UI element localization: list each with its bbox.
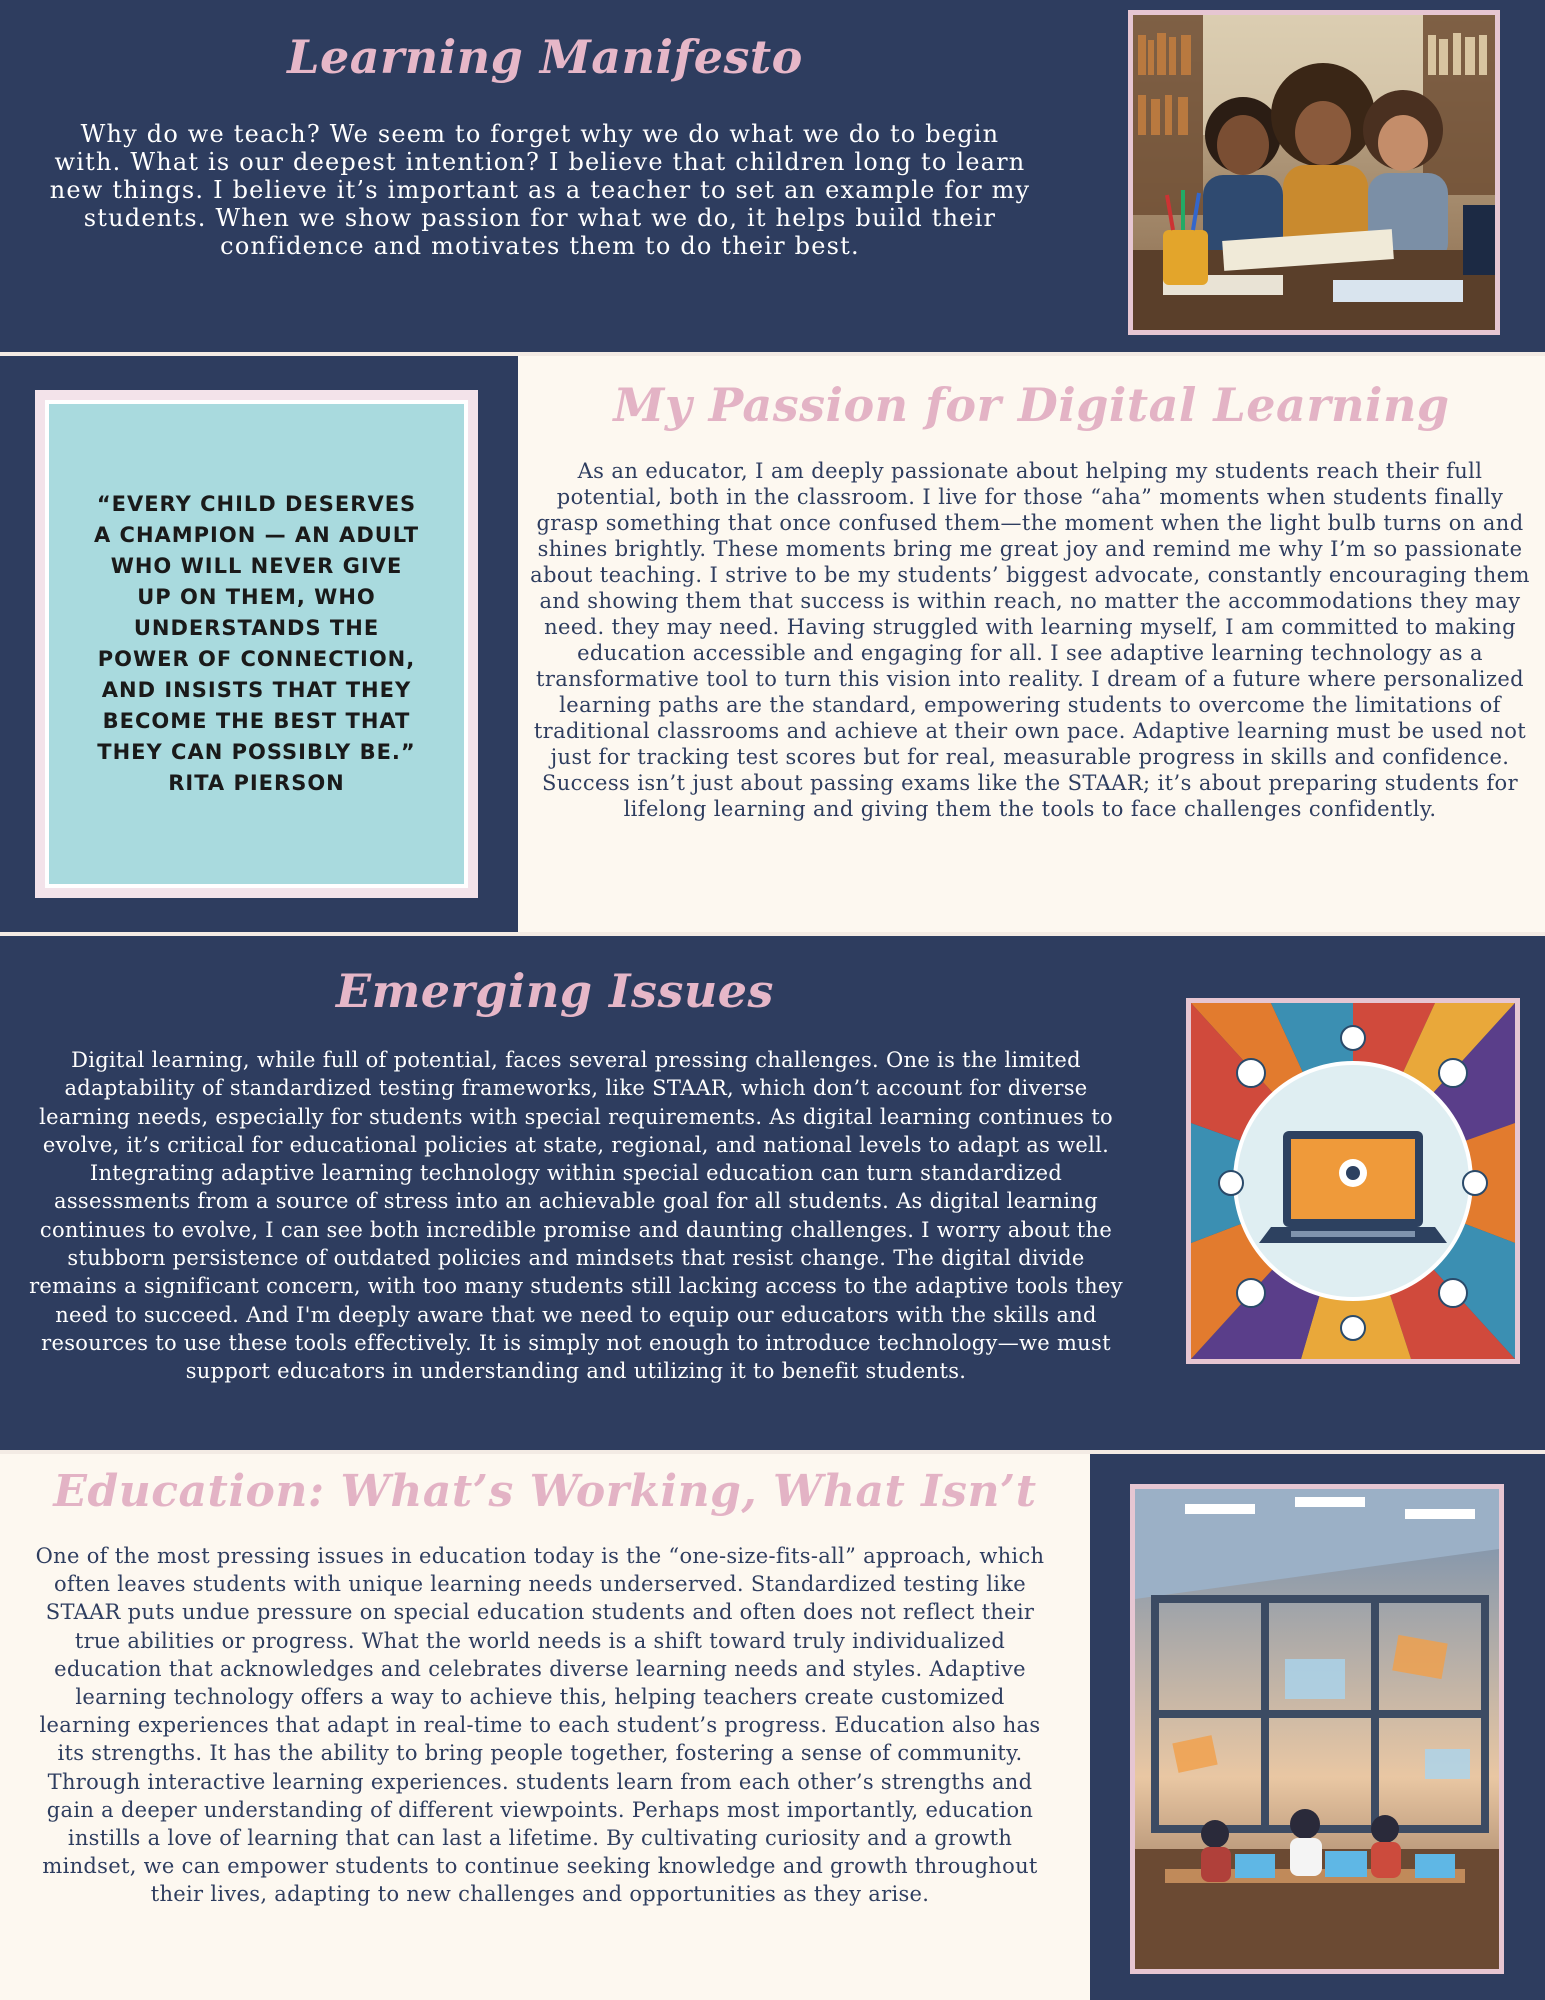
working-panel bbox=[0, 1454, 1090, 2000]
working-body: One of the most pressing issues in education today is the “one-size-fits-all” approach, which often leaves students with unique learning needs underserved. Standardized testing like STAAR puts undue pressure on special education students and often does not reflect their true abilities or progress. What the world needs is a shift toward truly individualized education that acknowledges and celebrates diverse learning needs and styles. Adaptive learning technology offers a way to achieve this, helping teachers create customized learning experiences that adapt in real-time to each student’s progress. Education also has its strengths. It has the ability to bring people together, fostering a sense of community. Through interactive learning experiences. students learn from each other’s strengths and gain a deeper understanding of different viewpoints. Perhaps most importantly, education instills a love of learning that can last a lifetime. By cultivating curiosity and a growth mindset, we can empower students to continue seeking knowledge and growth throughout their lives, adapting to new challenges and opportunities as they arise. bbox=[35, 1544, 1045, 1907]
quote-author: RITA PIERSON bbox=[168, 771, 345, 795]
quote-panel bbox=[0, 356, 518, 932]
quote-text: “EVERY CHILD DESERVES A CHAMPION — AN ADULT WHO WILL NEVER GIVE UP ON THEM, WHO UNDERSTANDS THE POWER OF CONNECTION, AND INSISTS THAT THEY BECOME THE BEST THAT THEY CAN POSSIBLY BE.” bbox=[93, 492, 420, 764]
issues-body: Digital learning, while full of potential, faces several pressing challenges. One is the limited adaptability of standardized testing frameworks, like STAAR, which don’t account for diverse learning needs, especially for students with special requirements. As digital learning continues to evolve, it’s critical for educational policies at state, regional, and national levels to adapt as well. Integrating adaptive learning technology within special education can turn standardized assessments from a source of stress into an achievable goal for all students. As digital learning continues to evolve, I can see both incredible promise and daunting challenges. I worry about the stubborn persistence of outdated policies and mindsets that resist change. The digital divide remains a significant concern, with too many students still lacking access to the adaptive tools they need to succeed. And I'm deeply aware that we need to equip our educators with the skills and resources to use these tools effectively. It is simply not enough to introduce technology—we must support educators in understanding and utilizing it to benefit students. bbox=[29, 1048, 1123, 1384]
passion-body: As an educator, I am deeply passionate about helping my students reach their full potential, both in the classroom. I live for those “aha” moments when students finally grasp something that once confused them—the moment when the light bulb turns on and shines brightly. These moments bring me great joy and remind me why I’m so passionate about teaching. I strive to be my students’ biggest advocate, constantly encouraging them and showing them that success is within reach, no matter the accommodations they may need. they may need. Having struggled with learning myself, I am committed to making education accessible and engaging for all. I see adaptive learning technology as a transformative tool to turn this vision into reality. I dream of a future where personalized learning paths are the standard, empowering students to overcome the limitations of traditional classrooms and achieve at their own pace. Adaptive learning must be used not just for tracking test scores but for real, measurable progress in skills and confidence. Success isn’t just about passing exams like the STAAR; it’s about preparing students for lifelong learning and giving them the tools to face challenges confidently. bbox=[530, 459, 1530, 821]
quote-box bbox=[45, 400, 468, 888]
issues-title: Emerging Issues bbox=[336, 964, 774, 1018]
manifesto-title: Learning Manifesto bbox=[287, 30, 803, 84]
laptop-illustration bbox=[1186, 998, 1520, 1364]
working-section bbox=[0, 1454, 1545, 2000]
classroom-illustration bbox=[1130, 1484, 1504, 1974]
issues-section bbox=[0, 936, 1545, 1450]
passion-section bbox=[0, 356, 1545, 932]
classroom-students-icon bbox=[1135, 1489, 1499, 1969]
passion-title: My Passion for Digital Learning bbox=[613, 378, 1450, 432]
laptop-technology-icon bbox=[1191, 1003, 1515, 1359]
students-photo bbox=[1128, 10, 1500, 335]
working-title: Education: What’s Working, What Isn’t bbox=[53, 1466, 1037, 1517]
manifesto-section bbox=[0, 0, 1545, 352]
working-image-panel bbox=[1090, 1454, 1545, 2000]
students-reading-icon bbox=[1133, 15, 1495, 330]
manifesto-body: Why do we teach? We seem to forget why we do what we do to begin with. What is our deepest intention? I believe that children long to learn new things. I believe it’s important as a teacher to set an example for my students. When we show passion for what we do, it helps build their confidence and motivates them to do their best. bbox=[49, 120, 1031, 260]
passion-panel bbox=[518, 356, 1545, 932]
quote-card bbox=[35, 390, 478, 898]
